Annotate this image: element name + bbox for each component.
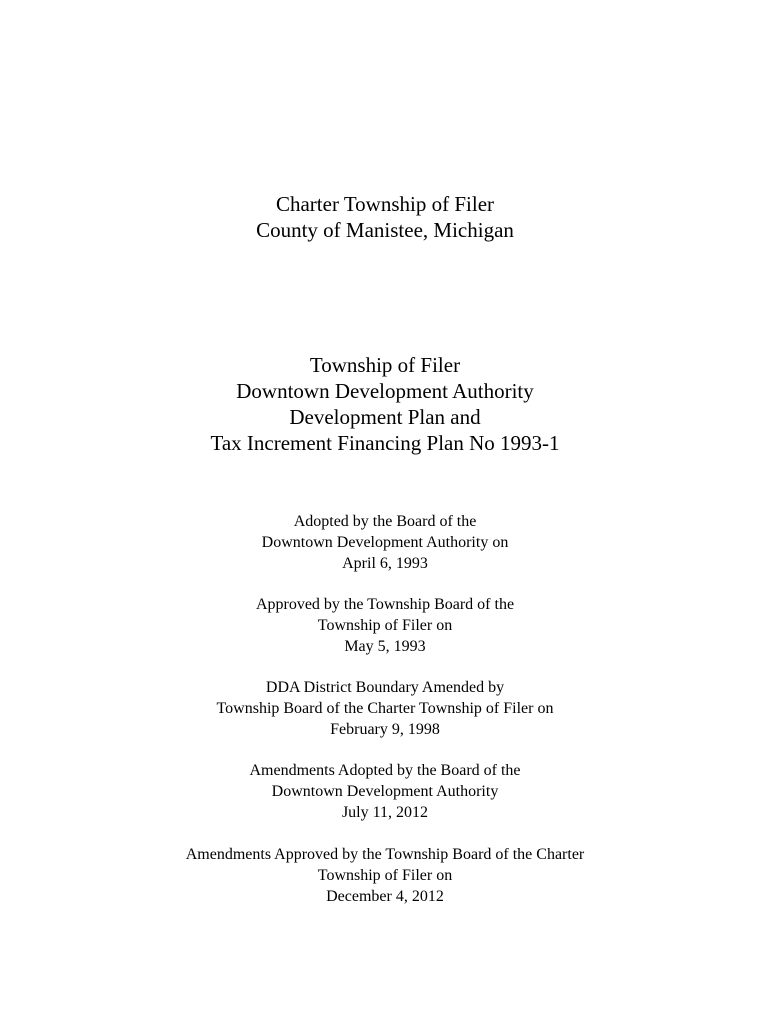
block-line: Township Board of the Charter Township of Filer on — [216, 700, 554, 717]
block-line: DDA District Boundary Amended by — [265, 679, 505, 696]
header — [0, 191, 770, 243]
block-line: Downtown Development Authority — [271, 783, 499, 800]
title-line: Township of Filer — [309, 353, 461, 377]
block-line: December 4, 2012 — [326, 888, 444, 905]
approval-block — [0, 594, 770, 657]
block-line: Approved by the Township Board of the — [255, 596, 515, 613]
block-line: Township of Filer on — [317, 617, 453, 634]
header-line: County of Manistee, Michigan — [256, 218, 514, 242]
block-line: Downtown Development Authority on — [261, 534, 509, 551]
block-line: Amendments Approved by the Township Board of the Charter — [185, 846, 585, 863]
block-line: Adopted by the Board of the — [293, 513, 477, 530]
amendments-approved-block — [0, 844, 770, 907]
block-line: May 5, 1993 — [344, 638, 426, 655]
block-line: Amendments Adopted by the Board of the — [249, 762, 521, 779]
amendments-adopted-block — [0, 760, 770, 823]
header-line: Charter Township of Filer — [275, 192, 495, 216]
title-line: Tax Increment Financing Plan No 1993-1 — [210, 431, 560, 455]
title-line: Downtown Development Authority — [236, 379, 534, 403]
boundary-amendment-block — [0, 677, 770, 740]
block-line: February 9, 1998 — [330, 721, 440, 738]
block-line: July 11, 2012 — [341, 804, 429, 821]
title-line: Development Plan and — [289, 405, 481, 429]
block-line: April 6, 1993 — [342, 555, 428, 572]
adoption-block — [0, 511, 770, 574]
document-title — [0, 352, 770, 456]
block-line: Township of Filer on — [317, 867, 453, 884]
